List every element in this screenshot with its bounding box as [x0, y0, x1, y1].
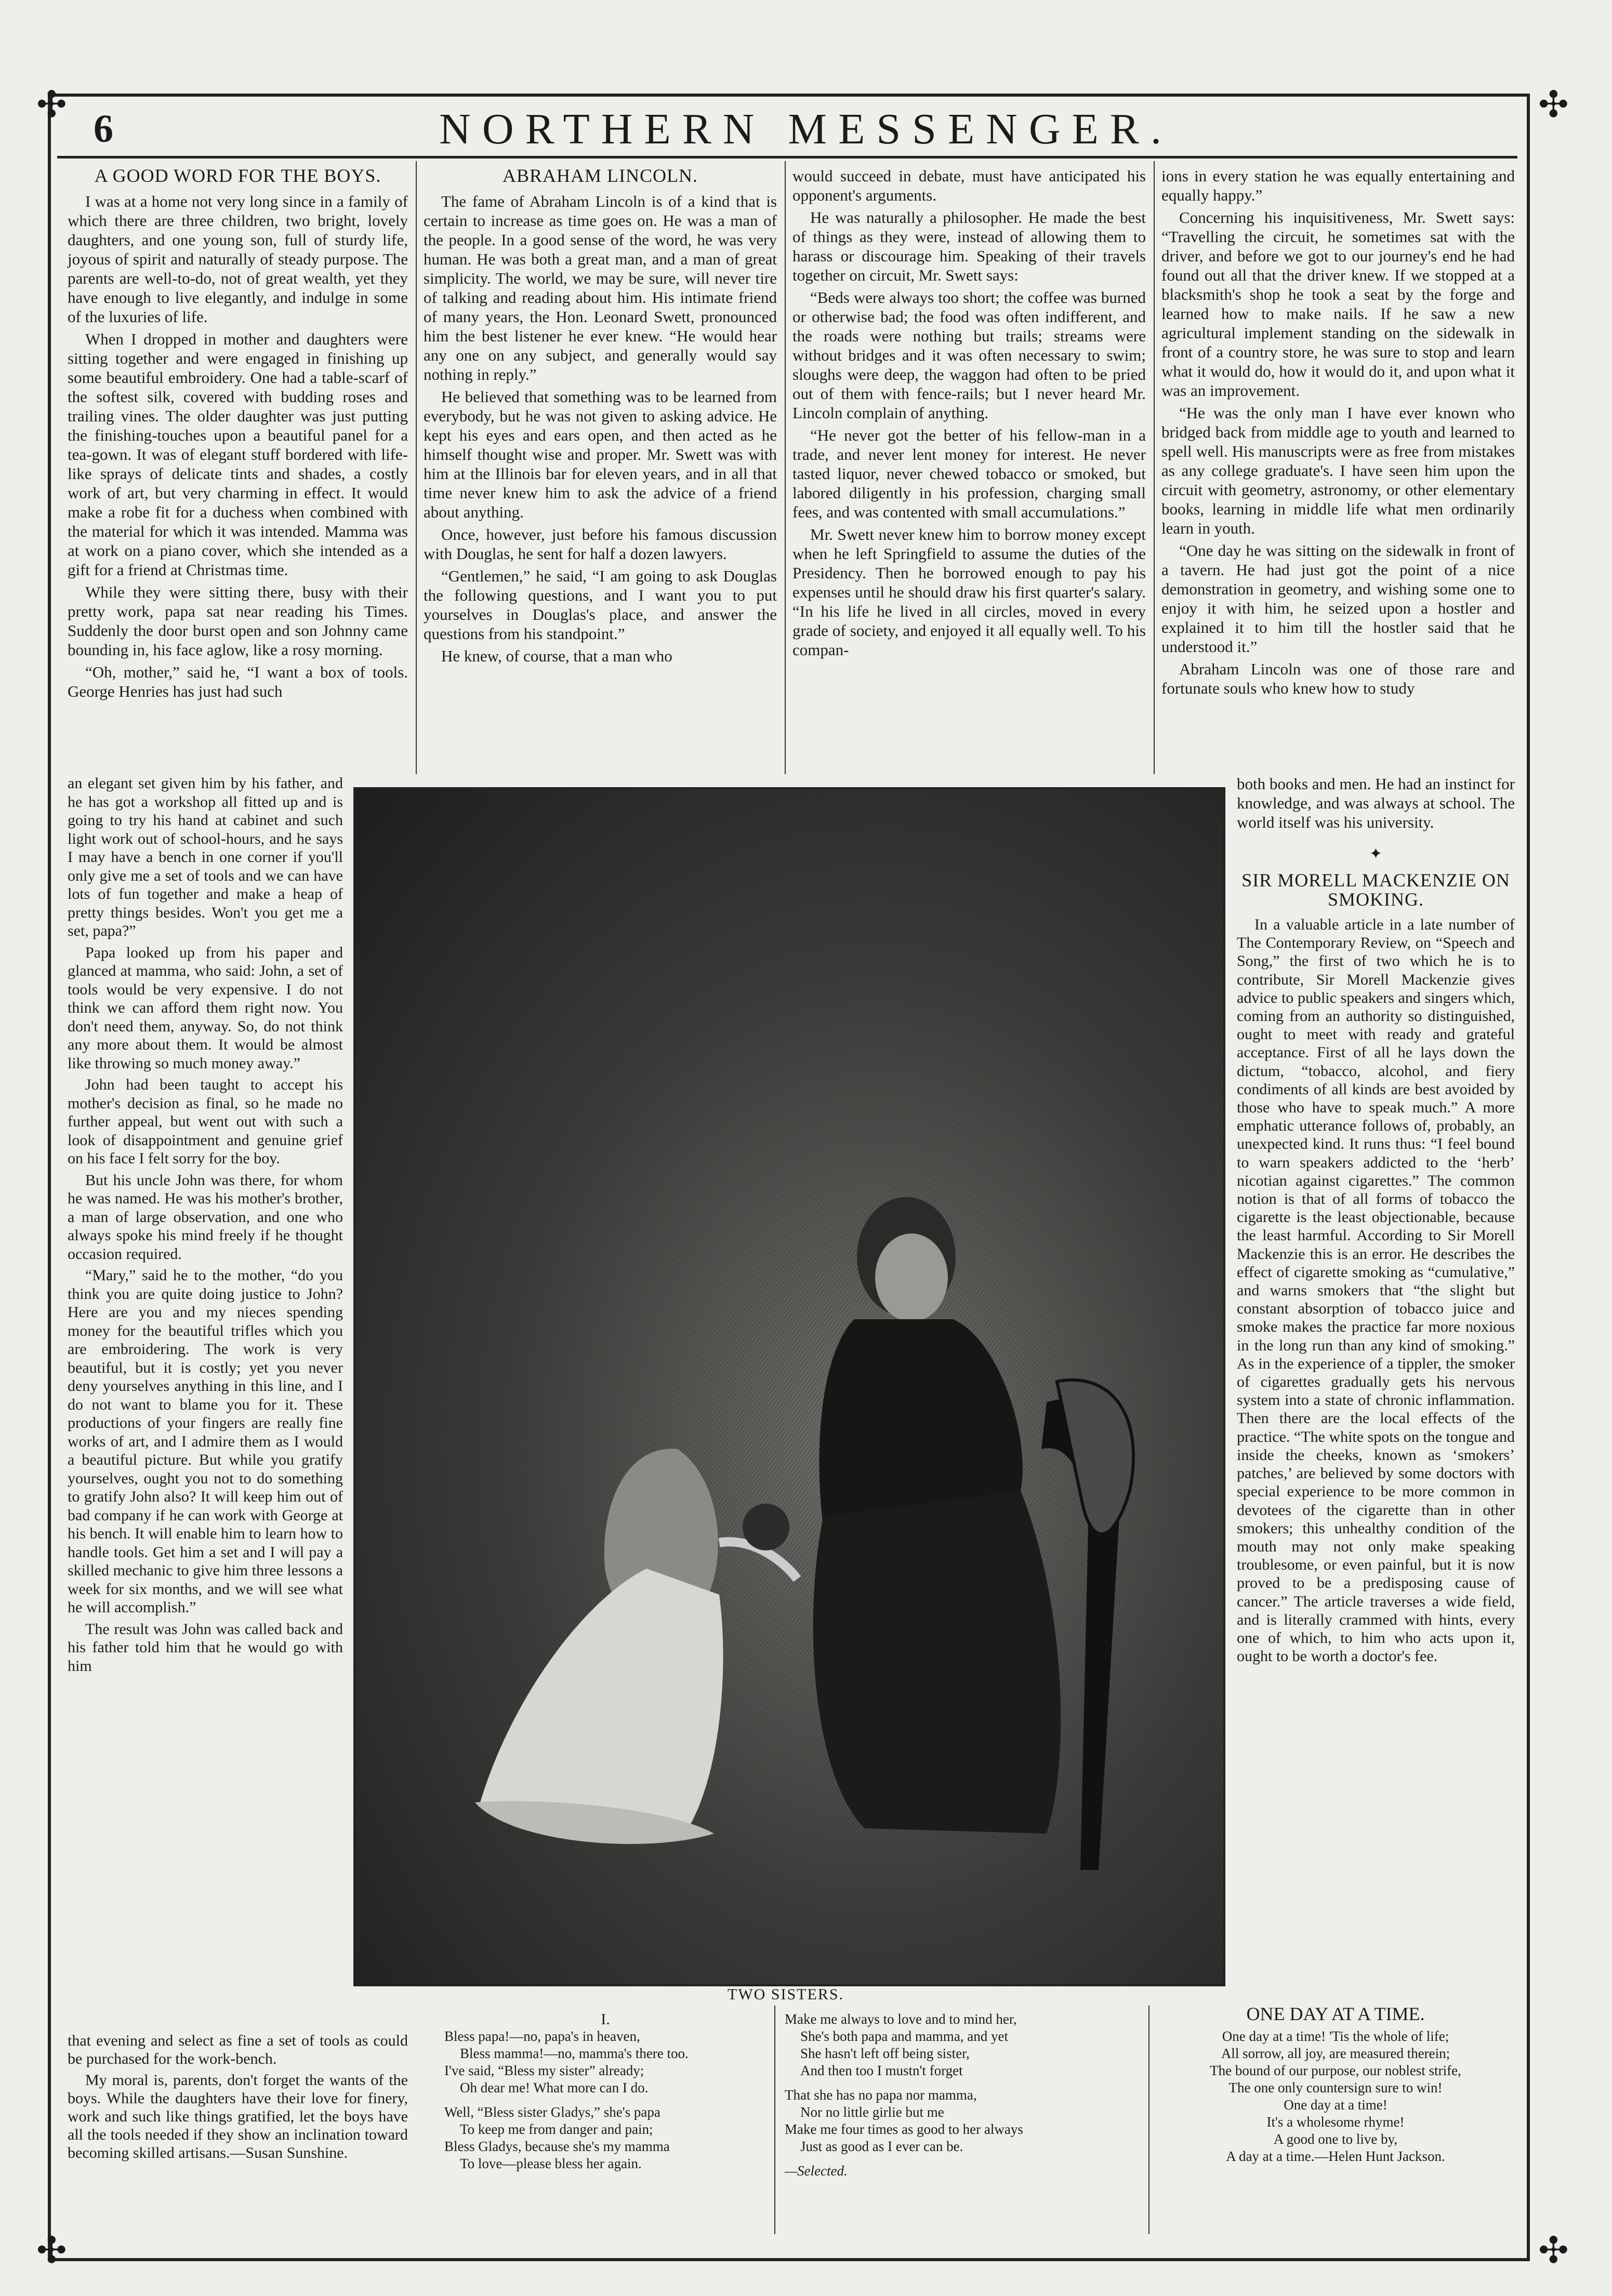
paragraph: He was naturally a philosopher. He made the best of things as they were, instead of allowing them to harass or discourage him. Speaking of their travels together on circuit, Mr. Swett says: — [792, 208, 1146, 284]
paragraph: Abraham Lincoln was one of those rare and fortunate souls who knew how to study — [1161, 660, 1515, 697]
poem-stanza — [444, 2104, 767, 2172]
column-divider — [785, 161, 786, 774]
article-good-word-continued — [68, 774, 343, 1678]
poem-line: Nor no little girlie but me — [800, 2104, 944, 2120]
paragraph: an elegant set given him by his father, and he has got a workshop all fitted up and is going to try his hand at cabinet and such light work out of school-hours, and he says I may have a bench in one corner if you'll only give me a set of tools and we can have lots of fun together and make a heap of pretty things besides. Won't you get me a set, papa?” — [68, 775, 343, 939]
poem-line: Well, “Bless sister Gladys,” she's papa — [444, 2104, 660, 2120]
paragraph: I was at a home not very long since in a family of which there are three children, two bright, lovely daughters, and one young son, full of sturdy life, joyous of spirit and naturally of steady purpose. The parents are well-to-do, not of great wealth, yet they have enough to live elegantly, and indulge in some of the luxuries of life. — [68, 192, 408, 326]
article-title: SIR MORELL MACKENZIE ON SMOKING. — [1241, 870, 1510, 910]
article-good-word-end — [68, 2032, 408, 2165]
paragraph: “Beds were always too short; the coffee was burned or otherwise bad; the food was often indifferent, and the roads were nothing but trails; streams were without bridges and it was often necessary to swim; sloughs were deep, the waggon had often to be pried out of them with fence-rails; but I never heard Mr. Lincoln complain of anything. — [792, 288, 1146, 422]
poem-line: The one only countersign sure to win! — [1228, 2080, 1443, 2095]
poem-line: Bless mamma!—no, mamma's there too. — [460, 2046, 689, 2061]
poem-line: Oh dear me! What more can I do. — [460, 2080, 649, 2095]
poem-line: She hasn't left off being sister, — [800, 2046, 970, 2061]
paragraph: The result was John was called back and his father told him that he would go with him — [68, 1620, 343, 1675]
paragraph: would succeed in debate, must have anticipated his opponent's arguments. — [792, 167, 1146, 204]
paragraph: “Mary,” said he to the mother, “do you think you are quite doing justice to John? Here are you and my nieces spending money for the beautiful trifles which you are embroidering. The work is very beautiful, but it is costly; yet you never deny yourselves anything in this line, and I do not want to blame you for it. These productions of your fingers are really fine works of art, and I admire them as I would a beautiful picture. But while you gratify yourselves, ought you not to do something to gratify John also? It will keep him out of bad company if he can work with George at his bench. It will enable him to learn how to handle tools. Get him a set and I will pay a skilled mechanic to give him three lessons a week for six months, and we will see what he will accomplish.” — [68, 1267, 343, 1616]
paragraph: “He never got the better of his fellow-man in a trade, and never lent money for interest. He never tasted liquor, never chewed tobacco or smoked, but labored diligently in his profession, charging small fees, and was contented with small accumulations.” — [792, 426, 1146, 521]
article-lincoln-end — [1161, 166, 1515, 701]
paragraph: John had been taught to accept his mother's decision as final, so he made no further appeal, but went out with such a look of disappointment and genuine grief on his face I felt sorry for the boy. — [68, 1076, 343, 1167]
poem-line: Make me always to love and to mind her, — [785, 2011, 1017, 2027]
poem-line: She's both papa and mamma, and yet — [800, 2028, 1009, 2044]
masthead-rule — [57, 156, 1517, 158]
paragraph: “Gentlemen,” he said, “I am going to ask Douglas the following questions, and I want you to put yourselves in Douglas's place, and answer the questions from his standpoint.” — [424, 567, 777, 643]
column-divider — [1154, 161, 1155, 774]
paragraph: both books and men. He had an instinct for knowledge, and was always at school. The world itself was his university. — [1237, 775, 1515, 831]
column-divider — [1148, 2006, 1149, 2234]
poem-line: To love—please bless her again. — [460, 2156, 642, 2171]
poem-line: A day at a time.—Helen Hunt Jackson. — [1226, 2148, 1445, 2164]
poem-number: I. — [601, 2011, 610, 2028]
poem-stanza — [785, 2087, 1143, 2155]
article-mackenzie-smoking — [1237, 774, 1515, 1668]
paragraph: Once, however, just before his famous discussion with Douglas, he sent for half a dozen lawyers. — [424, 525, 777, 563]
poem-stanza — [785, 2011, 1143, 2079]
corner-ornament-icon: ✣ — [36, 2231, 67, 2271]
poem-line: Just as good as I ever can be. — [800, 2139, 963, 2154]
two-sisters-illustration — [353, 787, 1225, 1986]
poem-stanza — [444, 2028, 767, 2096]
poem-part-one — [444, 2011, 767, 2180]
paragraph: “He was the only man I have ever known who bridged back from middle age to youth and learned to spell well. His manuscripts were as free from mistakes as any college graduate's. I have seen him upon the circuit with geometry, astronomy, or other elementary books, learning in middle life what men ordinarily learn in youth. — [1161, 404, 1515, 537]
page-number: 6 — [94, 107, 113, 151]
poem-line: A good one to live by, — [1273, 2131, 1398, 2147]
column-divider — [416, 161, 417, 774]
paragraph: In a valuable article in a late number of The Contemporary Review, on “Speech and Song,” the first of two which he is to contribute, Sir Morell Mackenzie gives advice to public speakers and singers which, coming from an authority so distinguished, ought to meet with ready and grateful acceptance. First of all he lays down the dictum, “tobacco, alcohol, and fiery condiments of all kinds are best avoided by those who have to speak much.” A more emphatic utterance follows of, probably, an unexpected kind. It runs thus: “I feel bound to warn speakers addicted to the ‘herb’ nicotian against cigarettes.” The common notion is that of all forms of tobacco the cigarette is the least objectionable, because the least harmful. According to Sir Morell Mackenzie this is an error. He describes the effect of cigarette smoking as “cumulative,” and warns smokers that “the slight but constant absorption of tobacco juice and smoke makes the practice far more noxious in the long run than any kind of smoking.” As in the experience of a tippler, the smoker of cigarettes gradually gets his nervous system into a state of chronic inflammation. Then there are the local effects of the practice. “The white spots on the tongue and inside the cheeks, known as ‘smokers’ patches,’ are believed by some doctors with special experience to be more common in devotees of the cigarette than in other smokers; this unhealthy condition of the mouth may not only make speaking troublesome, or even painful, but it is now proved to be a predisposing cause of cancer.” The article traverses a wide field, and is literally crammed with hints, every one of which, to him who acts upon it, ought to be worth a doctor's fee. — [1237, 916, 1515, 1665]
corner-ornament-icon: ✣ — [36, 85, 67, 125]
masthead-title: NORTHERN MESSENGER. — [439, 105, 1173, 153]
paragraph: He knew, of course, that a man who — [441, 647, 672, 665]
poem-attribution: —Selected. — [785, 2163, 848, 2179]
poem-line: The bound of our purpose, our noblest strife, — [1210, 2063, 1461, 2078]
paragraph: But his uncle John was there, for whom he was named. He was his mother's brother, a man of large observation, and one who always spoke his mind freely if he thought occasion required. — [68, 1171, 343, 1263]
poem-line: One day at a time! — [1284, 2097, 1388, 2113]
corner-ornament-icon: ✣ — [1538, 2231, 1569, 2271]
corner-ornament-icon: ✣ — [1538, 85, 1569, 125]
paragraph: My moral is, parents, don't forget the wants of the boys. While the daughters have their love for finery, work and such like things gratified, let the boys have all the tools needed if they show an inclination toward becoming skilled artisans.—Susan Sunshine. — [68, 2072, 408, 2161]
poem-title: ONE DAY AT A TIME. — [1246, 2003, 1425, 2024]
poem-line: All sorrow, all joy, are measured therein; — [1221, 2046, 1450, 2061]
illustration-caption: TWO SISTERS. — [728, 1986, 844, 2003]
poem-part-two — [785, 2011, 1143, 2180]
poem-line: Bless Gladys, because she's my mamma — [444, 2139, 670, 2154]
poem-line: Bless papa!—no, papa's in heaven, — [444, 2028, 640, 2044]
poem-line: I've said, “Bless my sister” already; — [444, 2063, 644, 2078]
poem-line: To keep me from danger and pain; — [460, 2121, 653, 2137]
section-divider-icon: ✦ — [1369, 845, 1383, 862]
article-lincoln-continued — [792, 166, 1146, 662]
paragraph: When I dropped in mother and daughters were sitting together and were engaged in finishing up some beautiful embroidery. One had a table-scarf of the softest silk, covered with budding roses and trailing vines. The older daughter was just putting the finishing-touches upon a beautiful panel for a tea-gown. It was of elegant stuff bordered with life-like sprays of delicate tints and shades, a costly work of art, but very charming in effect. It would make a robe fit for a duchess when combined with the material for which it was intended. Mamma was at work on a piano cover, which she intended as a gift for a friend at Christmas time. — [68, 330, 408, 579]
poem-line: That she has no papa nor mamma, — [785, 2087, 977, 2103]
paragraph: He believed that something was to be learned from everybody, but he was not given to asking advice. He kept his eyes and ears open, and then acted as he himself thought wise and proper. Mr. Swett was with him at the Illinois bar for eleven years, and in all that time never knew him to ask the advice of a friend about anything. — [424, 388, 777, 521]
poem-line: Make me four times as good to her always — [785, 2121, 1023, 2137]
article-abraham-lincoln — [424, 166, 777, 669]
poem-one-day-at-a-time — [1156, 2003, 1515, 2165]
article-title: ABRAHAM LINCOLN. — [503, 165, 698, 186]
engraving-drawing — [355, 789, 1223, 1984]
poem-line: One day at a time! 'Tis the whole of life; — [1222, 2028, 1449, 2044]
paragraph: ions in every station he was equally entertaining and equally happy.” — [1161, 167, 1515, 204]
paragraph: While they were sitting there, busy with their pretty work, papa sat near reading his Times. Suddenly the door burst open and son Johnny came bounding in, his face aglow, like a rosy morning. — [68, 583, 408, 659]
article-good-word-for-boys — [68, 166, 408, 704]
article-title: A GOOD WORD FOR THE BOYS. — [94, 165, 381, 186]
paragraph: “One day he was sitting on the sidewalk in front of a tavern. He had just got the point of a nice demonstration in geometry, and wishing some one to enjoy it with him, he seized upon a hostler and explained it to him till the hostler said that he understood it.” — [1161, 541, 1515, 656]
paragraph: Mr. Swett never knew him to borrow money except when he left Springfield to assume the duties of the Presidency. Then he borrowed enough to pay his expenses until he should draw his first quarter's salary. “In his life he lived in all circles, moved in every grade of society, and enjoyed it all equally well. To his compan- — [792, 525, 1146, 659]
poem-line: It's a wholesome rhyme! — [1266, 2114, 1405, 2130]
poem-line: And then too I mustn't forget — [800, 2063, 963, 2078]
paragraph: that evening and select as fine a set of tools as could be purchased for the work-bench. — [68, 2032, 408, 2067]
paragraph: “Oh, mother,” said he, “I want a box of tools. George Henries has just had such — [68, 663, 408, 700]
paragraph: Papa looked up from his paper and glanced at mamma, who said: John, a set of tools would be very expensive. I do not think we can afford them right now. You don't need them, anyway. So, do not think any more about them. It would be almost like throwing so much money away.” — [68, 944, 343, 1072]
column-divider — [774, 2006, 775, 2234]
paragraph: The fame of Abraham Lincoln is of a kind that is certain to increase as time goes on. He was a man of the people. In a good sense of the word, he was very human. He was both a great man, and a man of great simplicity. The world, we may be sure, will never tire of talking and reading about him. His intimate friend of many years, the Hon. Leonard Swett, pronounced him the best listener he ever knew. “He would hear any one on any subject, and generally would say nothing in reply.” — [424, 192, 777, 383]
paragraph: Concerning his inquisitiveness, Mr. Swett says: “Travelling the circuit, he sometimes sat with the driver, and before we got to our journey's end he had found out all that the driver knew. If we stopped at a blacksmith's shop he took a seat by the forge and learned how to make nails. If he saw a new agricultural implement standing on the sidewalk in front of a country store, he was sure to stop and learn what it would do, how it would do it, and upon what it was an improvement. — [1161, 208, 1515, 400]
